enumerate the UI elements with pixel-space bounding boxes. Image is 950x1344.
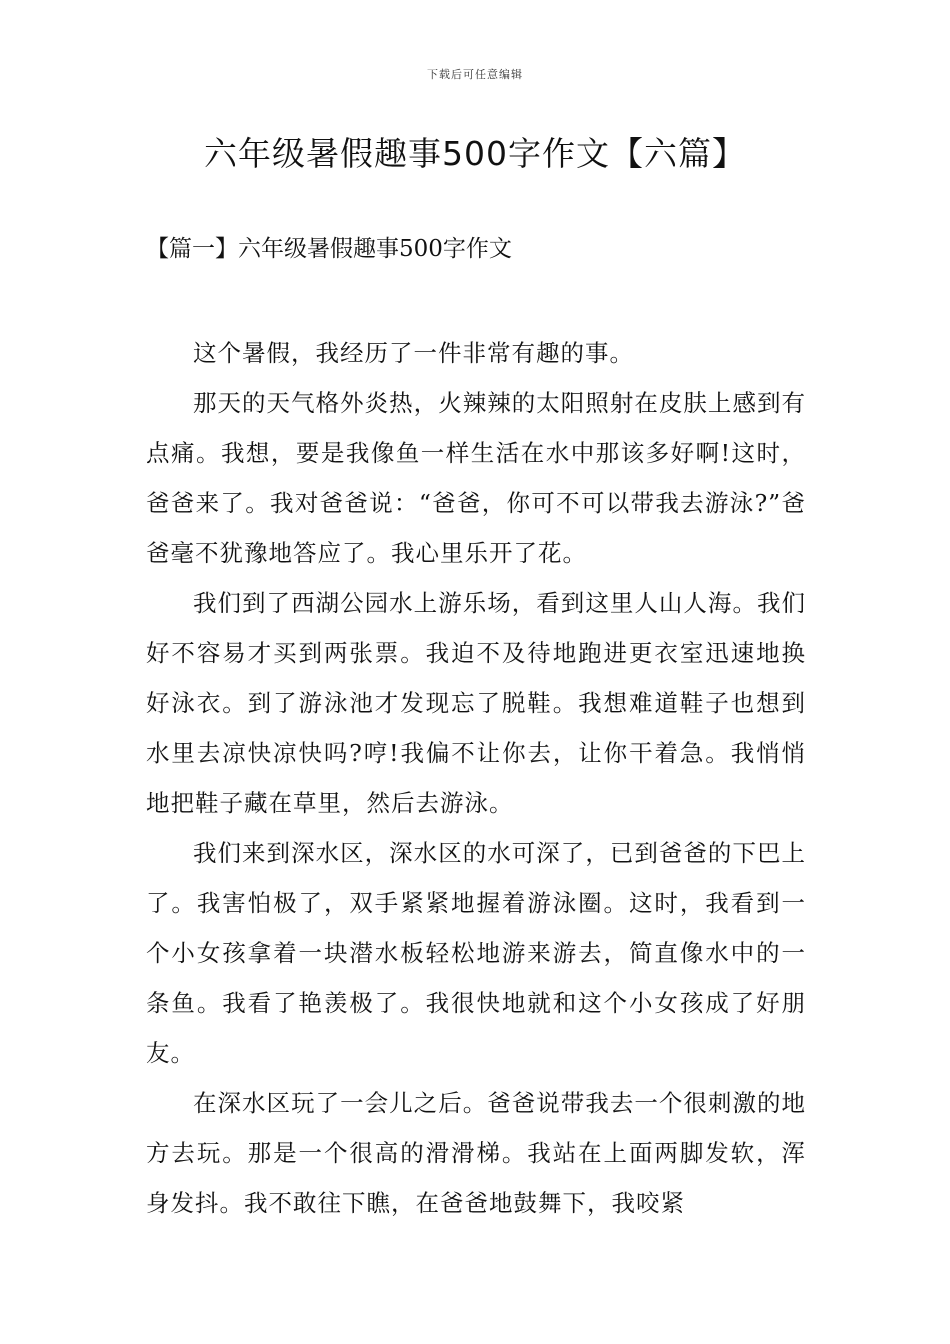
document-title: 六年级暑假趣事500字作文【六篇】 — [204, 134, 746, 173]
paragraph: 这个暑假，我经历了一件非常有趣的事。 — [193, 339, 634, 367]
article-body — [146, 328, 806, 1228]
header-note: 下载后可任意编辑 — [427, 68, 523, 81]
paragraph: 那天的天气格外炎热，火辣辣的太阳照射在皮肤上感到有点痛。我想，要是我像鱼一样生活在水中那该多好啊!这时，爸爸来了。我对爸爸说：“爸爸，你可不可以带我去游泳?”爸爸毫不犹豫地答应了。我心里乐开了花。 — [146, 389, 806, 567]
paragraph: 我们到了西湖公园水上游乐场，看到这里人山人海。我们好不容易才买到两张票。我迫不及待地跑进更衣室迅速地换好泳衣。到了游泳池才发现忘了脱鞋。我想难道鞋子也想到水里去凉快凉快吗?哼!我偏不让你去，让你干着急。我悄悄地把鞋子藏在草里，然后去游泳。 — [146, 589, 806, 817]
section-heading: 【篇一】六年级暑假趣事500字作文 — [146, 236, 512, 262]
paragraph: 在深水区玩了一会儿之后。爸爸说带我去一个很刺激的地方去玩。那是一个很高的滑滑梯。我站在上面两脚发软，浑身发抖。我不敢往下瞧，在爸爸地鼓舞下，我咬紧 — [146, 1089, 806, 1217]
paragraph: 我们来到深水区，深水区的水可深了，已到爸爸的下巴上了。我害怕极了，双手紧紧地握着游泳圈。这时，我看到一个小女孩拿着一块潜水板轻松地游来游去，简直像水中的一条鱼。我看了艳羡极了。我很快地就和这个小女孩成了好朋友。 — [146, 839, 806, 1067]
